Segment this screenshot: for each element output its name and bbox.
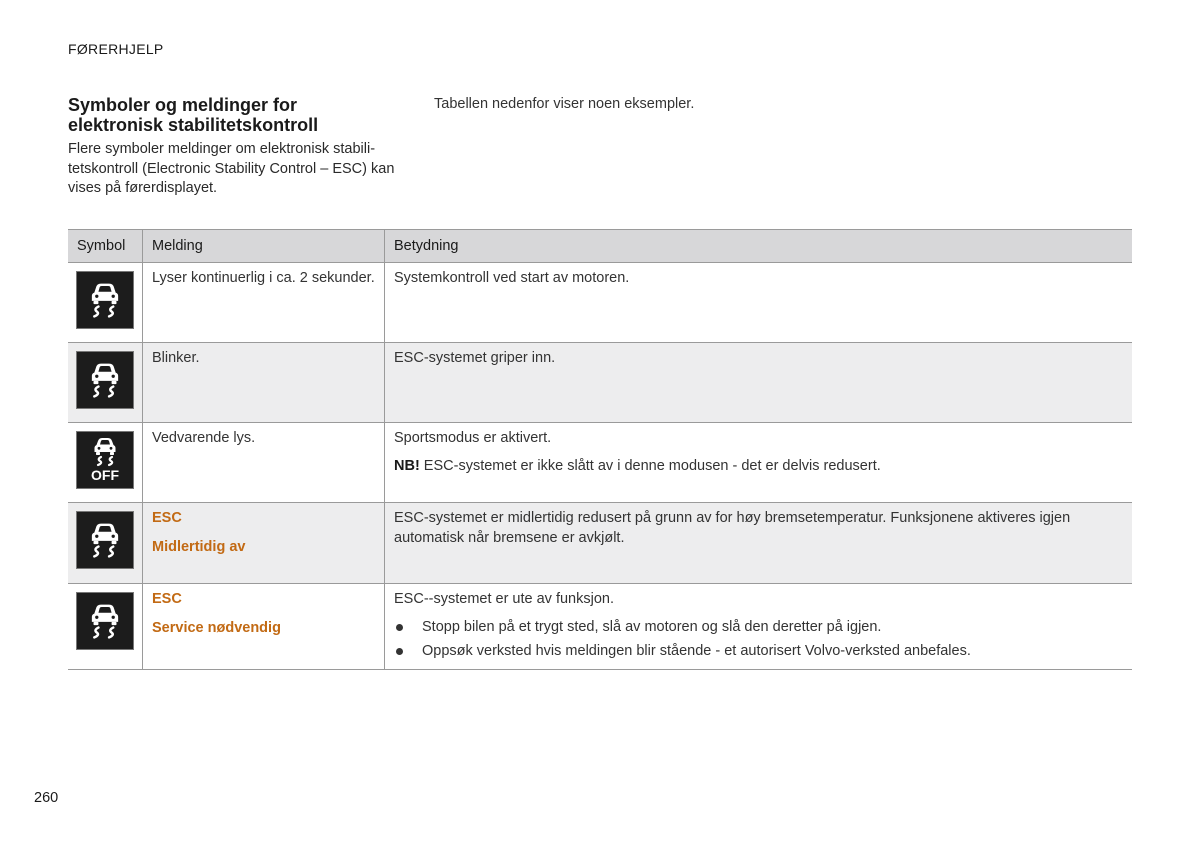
page-number: 260 <box>34 790 59 806</box>
symbol-cell <box>68 503 143 584</box>
melding-cell: Vedvarende lys. <box>143 423 385 503</box>
esc-warning-icon <box>76 592 134 650</box>
col-header-melding: Melding <box>143 230 385 263</box>
melding-cell <box>143 503 385 584</box>
melding-subtitle: Midlertidig av <box>152 538 246 555</box>
note-text: ESC-systemet er ikke slått av i denne modusen - det er delvis redusert. <box>419 457 881 474</box>
table-intro-text: Tabellen nedenfor viser noen eksempler. <box>434 96 695 112</box>
symbol-cell <box>68 263 143 343</box>
betydning-cell <box>385 423 1133 503</box>
note <box>394 457 1123 477</box>
symbol-cell <box>68 343 143 423</box>
list-item: Stopp bilen på et trygt sted, slå av motoren og slå den deretter på igjen. <box>394 618 1123 638</box>
col-header-betydning: Betydning <box>385 230 1133 263</box>
table-row <box>68 503 1132 584</box>
symbol-cell <box>68 584 143 670</box>
melding-subtitle: Service nødvendig <box>152 619 281 636</box>
melding-cell: Blinker. <box>143 343 385 423</box>
intro-heading: Symboler og meldinger for elektronisk stabilitetskontroll <box>68 95 319 135</box>
intro-text: Flere symboler meldinger om elektronisk stabilitetskontroll (Electronic Stability Control – ESC) kan vises på førerdisplayet. <box>68 141 395 196</box>
bullet-list <box>394 618 1123 662</box>
note-label: NB! <box>394 457 420 474</box>
betydning-cell <box>385 584 1133 670</box>
betydning-cell: ESC-systemet griper inn. <box>385 343 1133 423</box>
esc-off-icon <box>76 431 134 489</box>
betydning-cell: Systemkontroll ved start av motoren. <box>385 263 1133 343</box>
betydning-text: ESC--systemet er ute av funksjon. <box>394 591 614 607</box>
melding-title: ESC <box>152 591 182 607</box>
symbol-cell <box>68 423 143 503</box>
betydning-text: Sportsmodus er aktivert. <box>394 430 552 446</box>
off-label: OFF <box>91 467 119 483</box>
table-row <box>68 263 1132 343</box>
melding-title: ESC <box>152 510 182 526</box>
list-item: Oppsøk verksted hvis meldingen blir stående - et autorisert Volvo-verksted anbefales. <box>394 642 1123 662</box>
table-row <box>68 423 1132 503</box>
esc-warning-icon <box>76 271 134 329</box>
esc-warning-icon <box>76 511 134 569</box>
esc-warning-icon <box>76 351 134 409</box>
melding-cell: Lyser kontinuerlig i ca. 2 sekunder. <box>143 263 385 343</box>
table-header-row <box>68 230 1132 263</box>
section-title: FØRERHJELP <box>68 41 164 57</box>
table-row <box>68 343 1132 423</box>
col-header-symbol: Symbol <box>68 230 143 263</box>
esc-symbols-table <box>68 229 1132 670</box>
betydning-cell: ESC-systemet er midlertidig redusert på grunn av for høy bremsetemperatur. Funksjonene aktiveres igjen automatisk når bremsene er avkjølt. <box>385 503 1133 584</box>
table-row <box>68 584 1132 670</box>
melding-cell <box>143 584 385 670</box>
